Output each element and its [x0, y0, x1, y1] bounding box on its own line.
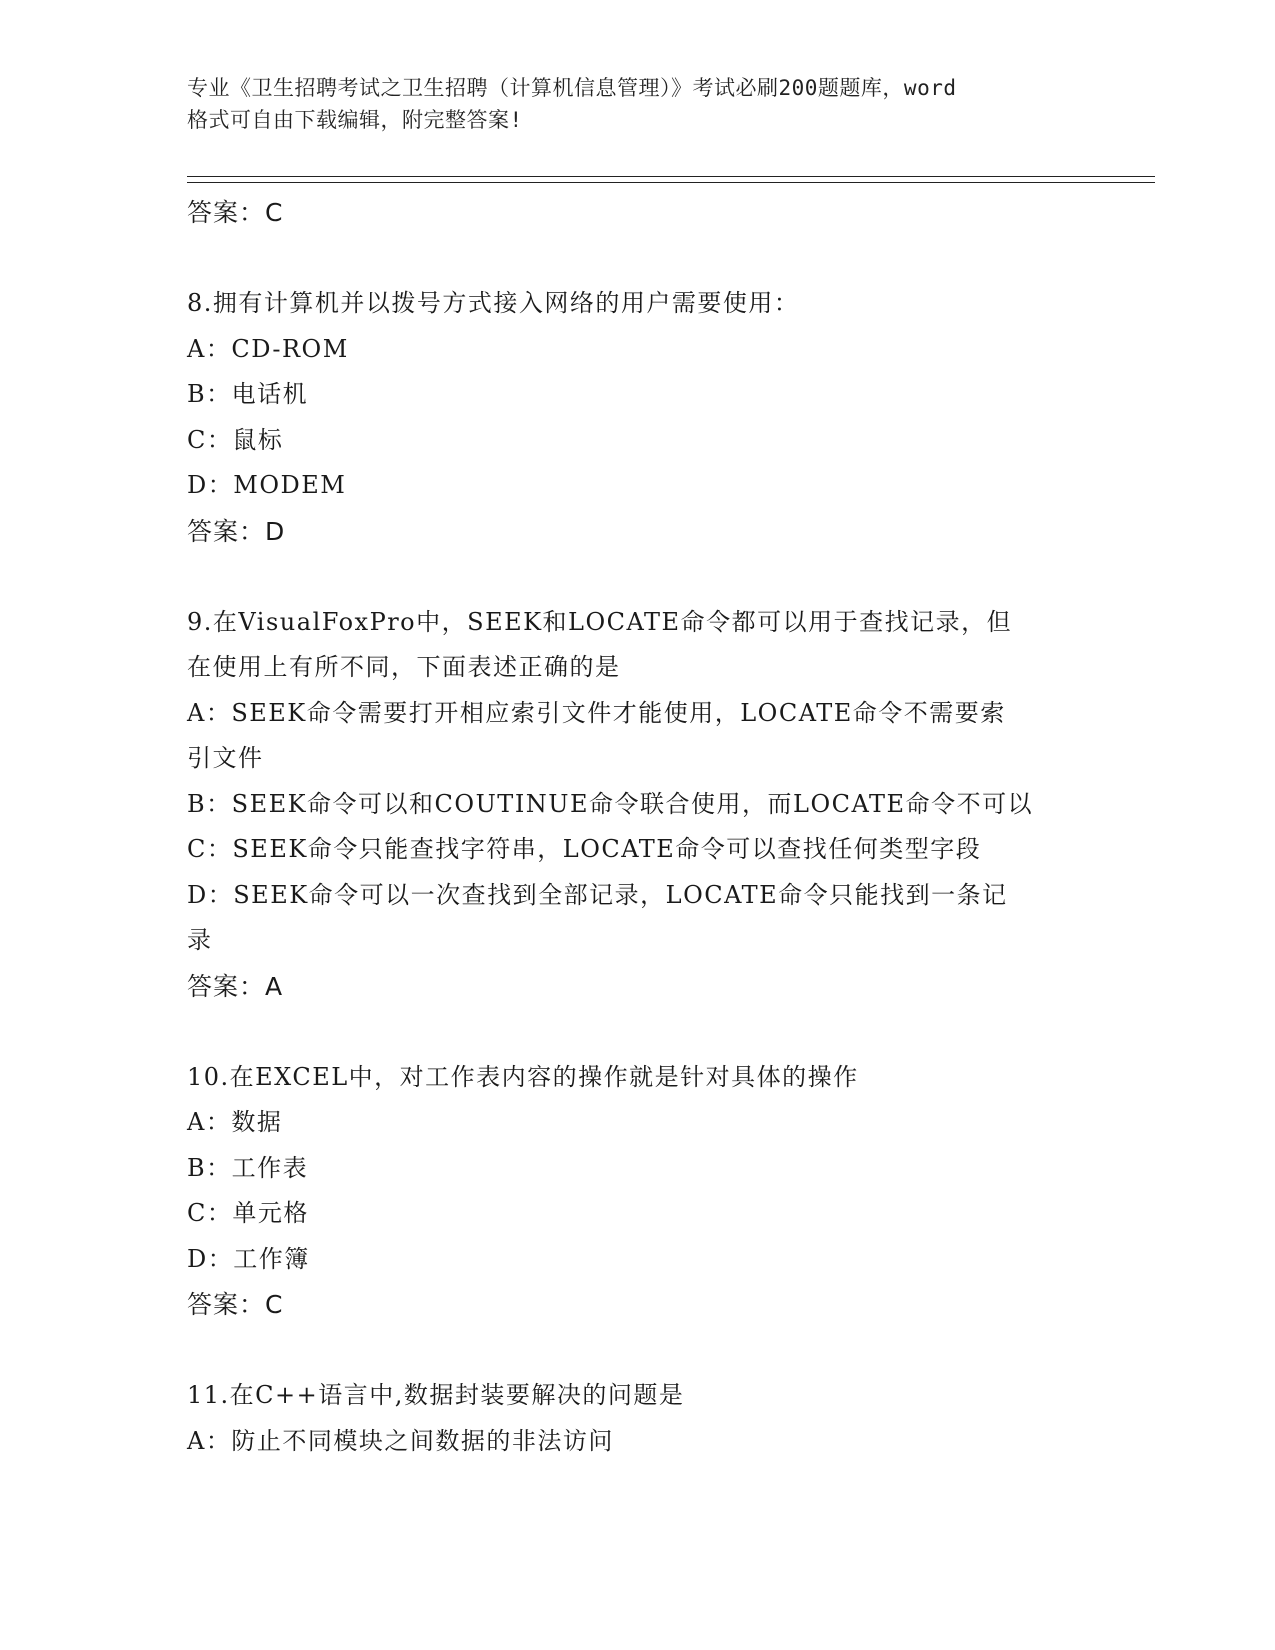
option-d: D：MODEM	[187, 471, 347, 499]
header-line-2: 格式可自由下载编辑，附完整答案!	[187, 108, 523, 132]
question-text: 10.在EXCEL中，对工作表内容的操作就是针对具体的操作	[187, 1062, 859, 1091]
option-a: A：SEEK命令需要打开相应索引文件才能使用，LOCATE命令不需要索	[187, 698, 1006, 727]
spacer	[187, 236, 1087, 282]
spacer	[187, 1328, 1087, 1374]
option-b: B：工作表	[187, 1153, 309, 1182]
answer-line: 答案：C	[187, 1290, 284, 1319]
option-d-cont: 录	[187, 926, 213, 954]
question-11	[187, 1373, 1087, 1464]
question-10	[187, 1055, 1087, 1328]
option-b: B：电话机	[187, 380, 309, 408]
spacer	[187, 1009, 1087, 1055]
question-text-cont: 在使用上有所不同，下面表述正确的是	[187, 653, 621, 681]
question-text: 11.在C++语言中,数据封装要解决的问题是	[187, 1381, 685, 1409]
option-d: D：工作簿	[187, 1244, 310, 1273]
option-a-cont: 引文件	[187, 744, 264, 772]
header-line-1: 专业《卫生招聘考试之卫生招聘（计算机信息管理）》考试必刷200题题库，word	[187, 76, 957, 100]
option-b: B：SEEK命令可以和COUTINUE命令联合使用，而LOCATE命令不可以	[187, 789, 1034, 818]
option-a: A：数据	[187, 1108, 283, 1136]
question-list	[187, 190, 1087, 1464]
option-d: D：SEEK命令可以一次查找到全部记录，LOCATE命令只能找到一条记	[187, 880, 1008, 909]
document-header	[187, 72, 1087, 136]
answer-line: 答案：D	[187, 516, 286, 546]
option-c: C：鼠标	[187, 425, 284, 454]
spacer	[187, 554, 1087, 600]
question-8	[187, 281, 1087, 554]
header-rule-bottom	[187, 182, 1155, 183]
option-c: C：单元格	[187, 1199, 309, 1227]
question-text: 8.拥有计算机并以拨号方式接入网络的用户需要使用：	[187, 289, 800, 317]
answer-line: 答案：A	[187, 971, 284, 1001]
option-a: A：防止不同模块之间数据的非法访问	[187, 1426, 614, 1455]
question-9	[187, 600, 1087, 1010]
question-text: 9.在VisualFoxPro中，SEEK和LOCATE命令都可以用于查找记录，但	[187, 607, 1013, 636]
option-c: C：SEEK命令只能查找字符串，LOCATE命令可以查找任何类型字段	[187, 835, 982, 863]
option-a: A：CD-ROM	[187, 334, 349, 363]
answer-line: 答案：C	[187, 198, 284, 227]
header-rule-top	[187, 176, 1155, 177]
